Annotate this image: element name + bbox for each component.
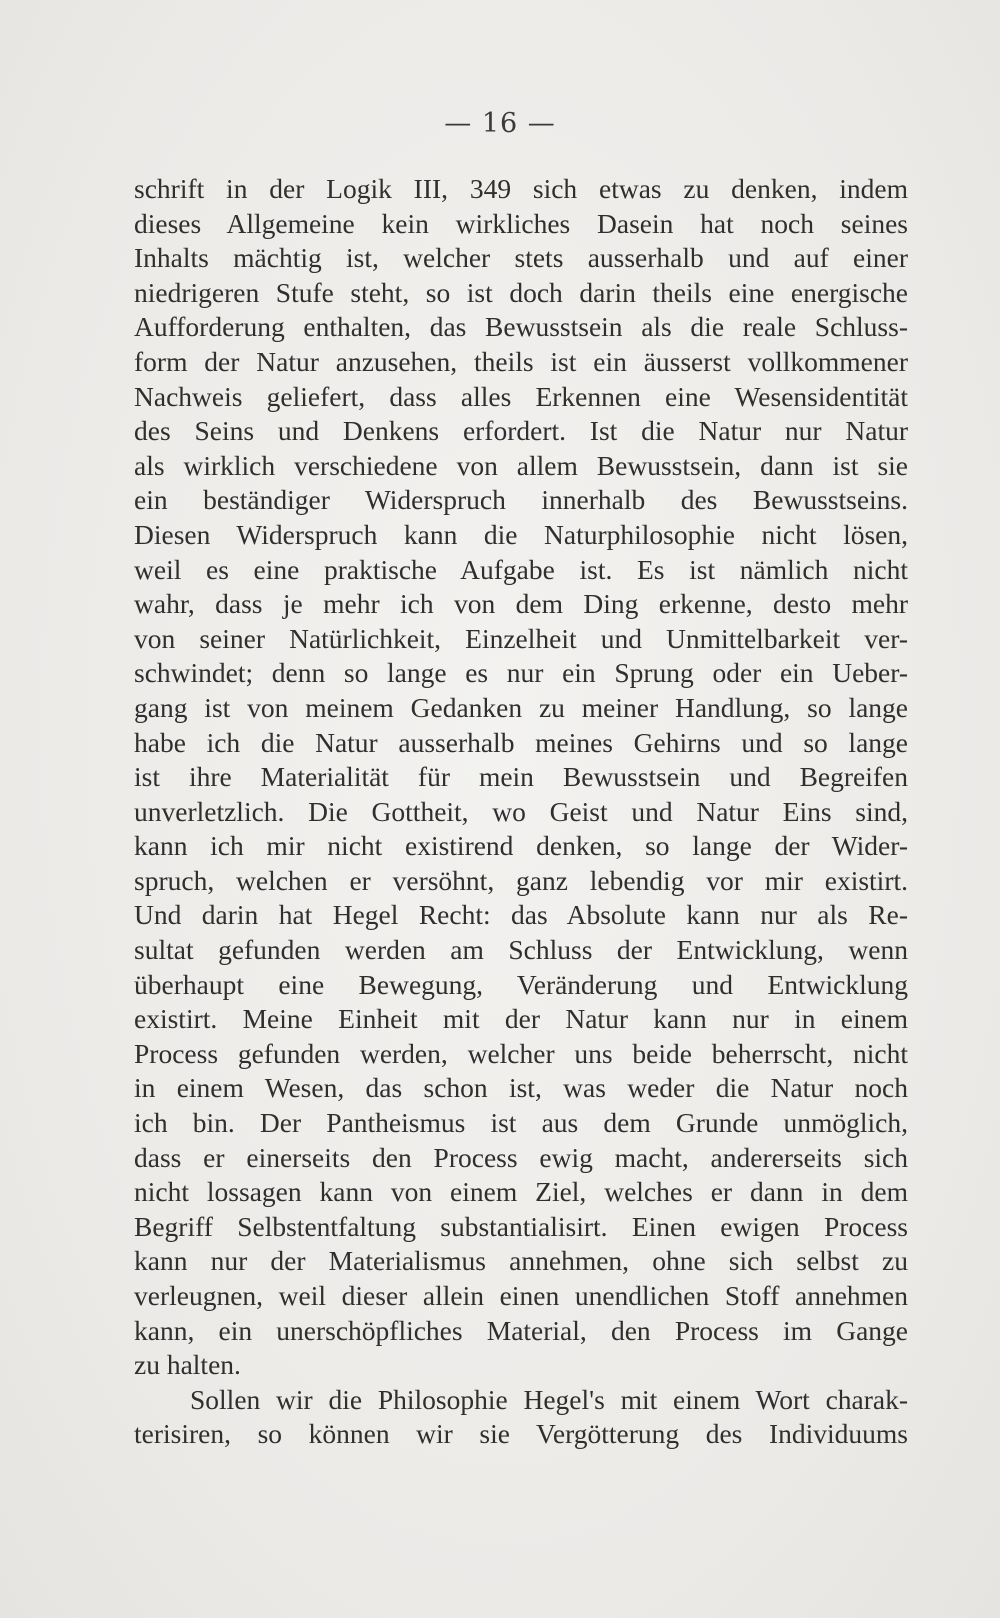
page-number: — 16 — xyxy=(444,108,556,139)
text-line: habe ich die Natur ausserhalb meines Gehirns und so lange xyxy=(134,726,908,758)
text-line: dass er einerseits den Process ewig macht, andererseits sich xyxy=(134,1141,908,1173)
text-line: kann nur der Materialismus annehmen, ohne sich selbst zu xyxy=(134,1245,908,1277)
text-line: niedrigeren Stufe steht, so ist doch darin theils eine energische xyxy=(134,276,908,308)
text-line: zu halten. xyxy=(134,1349,241,1381)
text-line: terisiren, so können wir sie Vergötterung des Individuums xyxy=(134,1418,908,1450)
text-line: weil es eine praktische Aufgabe ist. Es ist nämlich nicht xyxy=(134,553,908,585)
text-line: Und darin hat Hegel Recht: das Absolute kann nur als Re- xyxy=(134,899,908,931)
text-line: nicht lossagen kann von einem Ziel, welches er dann in dem xyxy=(134,1176,908,1208)
text-line: schwindet; denn so lange es nur ein Sprung oder ein Ueber- xyxy=(134,657,908,689)
paragraph-2 xyxy=(134,1383,908,1452)
text-line: verleugnen, weil dieser allein einen unendlichen Stoff annehmen xyxy=(134,1280,908,1311)
text-line: form der Natur anzusehen, theils ist ein äusserst vollkommener xyxy=(134,345,908,377)
text-line: von seiner Natürlichkeit, Einzelheit und Unmittelbarkeit ver- xyxy=(134,622,908,654)
text-line: existirt. Meine Einheit mit der Natur kann nur in einem xyxy=(134,1003,908,1035)
text-line: Nachweis geliefert, dass alles Erkennen eine Wesensidentität xyxy=(134,380,908,412)
text-line: ich bin. Der Pantheismus ist aus dem Grunde unmöglich, xyxy=(134,1107,908,1139)
paragraph-1 xyxy=(134,172,908,1383)
text-line: Diesen Widerspruch kann die Naturphilosophie nicht lösen, xyxy=(134,518,908,550)
text-line: spruch, welchen er versöhnt, ganz lebendig vor mir existirt. xyxy=(134,864,908,896)
text-line: Inhalts mächtig ist, welcher stets ausserhalb und auf einer xyxy=(134,242,908,274)
text-line: Sollen wir die Philosophie Hegel's mit einem Wort charak- xyxy=(190,1383,908,1415)
text-line: als wirklich verschiedene von allem Bewusstsein, dann ist sie xyxy=(134,449,908,481)
text-line: kann ich mir nicht existirend denken, so lange der Wider- xyxy=(134,830,908,862)
text-line: Begriff Selbstentfaltung substantialisirt. Einen ewigen Process xyxy=(134,1210,908,1242)
text-line: dieses Allgemeine kein wirkliches Dasein hat noch seines xyxy=(134,207,908,239)
text-line: in einem Wesen, das schon ist, was weder die Natur noch xyxy=(134,1072,908,1104)
text-line: wahr, dass je mehr ich von dem Ding erkenne, desto mehr xyxy=(134,588,908,620)
text-line: ein beständiger Widerspruch innerhalb des Bewusstseins. xyxy=(134,484,908,516)
text-line: Process gefunden werden, welcher uns beide beherrscht, nicht xyxy=(134,1037,908,1069)
body-text xyxy=(134,172,908,1452)
text-line: unverletzlich. Die Gottheit, wo Geist und Natur Eins sind, xyxy=(134,795,908,827)
text-line: gang ist von meinem Gedanken zu meiner Handlung, so lange xyxy=(134,691,908,723)
text-line: sultat gefunden werden am Schluss der Entwicklung, wenn xyxy=(134,934,908,966)
text-line: kann, ein unerschöpfliches Material, den Process im Gange xyxy=(134,1314,908,1346)
text-line: ist ihre Materialität für mein Bewusstsein und Begreifen xyxy=(134,761,908,793)
text-line: überhaupt eine Bewegung, Veränderung und Entwicklung xyxy=(134,968,908,1000)
text-line: schrift in der Logik III, 349 sich etwas zu denken, indem xyxy=(134,173,908,204)
text-line: des Seins und Denkens erfordert. Ist die Natur nur Natur xyxy=(134,415,908,447)
text-line: Aufforderung enthalten, das Bewusstsein als die reale Schluss- xyxy=(134,311,908,343)
